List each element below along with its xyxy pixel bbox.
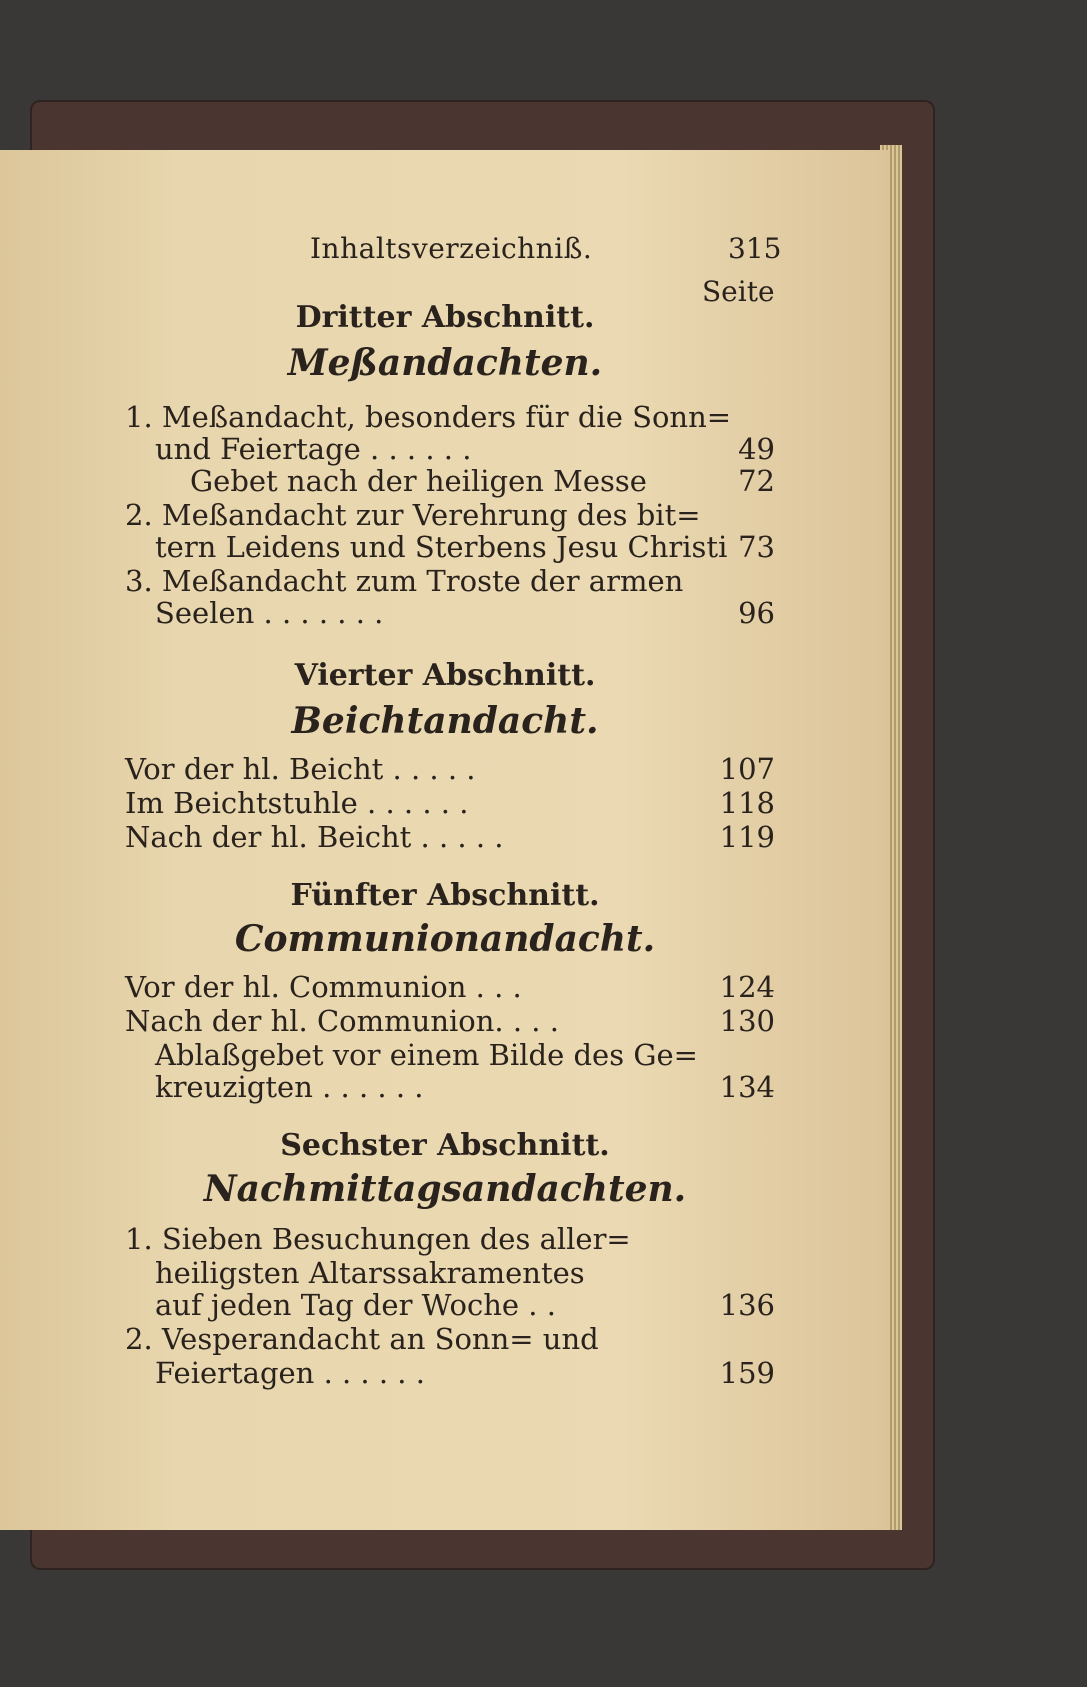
toc-entry [125,1356,775,1390]
toc-entry [125,1256,775,1290]
entry-text: Ablaßgebet vor einem Bilde des Ge= [155,1038,698,1072]
toc-entry [125,400,775,434]
toc-entry [125,1322,775,1356]
book-page [0,150,890,1530]
entry-text: und Feiertage . . . . . . [155,432,472,466]
section-subtitle: Communionandacht. [234,918,656,960]
entry-text: 1. Sieben Besuchungen des aller= [125,1222,631,1256]
entry-page: 136 [719,1288,775,1322]
entry-text: Feiertagen . . . . . . [155,1356,425,1390]
toc-entry [125,970,775,1004]
entry-text: 3. Meßandacht zum Troste der armen [125,564,684,598]
entry-page: 130 [719,1004,775,1038]
section-subtitle: Nachmittagsandachten. [203,1168,687,1210]
entry-text: 2. Vesperandacht an Sonn= und [125,1322,599,1356]
entry-page: 96 [738,596,775,630]
toc-entry [125,564,775,598]
section-title: Dritter Abschnitt. [295,300,595,335]
toc-entry [125,1222,775,1256]
toc-entry [125,1038,775,1072]
entry-page: 73 [738,530,775,564]
entry-page: 49 [738,432,775,466]
page-number: 315 [728,232,782,265]
entry-page: 107 [719,752,775,786]
entry-page: 118 [719,786,775,820]
toc-entry [125,752,775,786]
entry-text: Nach der hl. Communion. . . . [125,1004,559,1038]
toc-entry [125,786,775,820]
toc-entry [125,530,775,564]
entry-page: 124 [719,970,775,1004]
toc-entry [125,1070,775,1104]
entry-text: Gebet nach der heiligen Messe [190,464,647,498]
entry-text: tern Leidens und Sterbens Jesu Christi [155,530,728,564]
entry-text: 2. Meßandacht zur Verehrung des bit= [125,498,701,532]
entry-page: 134 [719,1070,775,1104]
entry-text: auf jeden Tag der Woche . . [155,1288,556,1322]
toc-entry [125,498,775,532]
entry-page: 119 [719,820,775,854]
entry-text: Seelen . . . . . . . [155,596,384,630]
entry-text: Vor der hl. Communion . . . [125,970,522,1004]
toc-entry [125,1004,775,1038]
entry-text: Nach der hl. Beicht . . . . . [125,820,504,854]
toc-entry [125,432,775,466]
toc-entry [125,1288,775,1322]
toc-entry [125,820,775,854]
entry-text: Im Beichtstuhle . . . . . . [125,786,469,820]
toc-entry [125,596,775,630]
header-title: Inhaltsverzeichniß. [310,232,593,265]
running-header [0,232,890,272]
page-column-label: Seite [702,275,775,308]
section-title: Fünfter Abschnitt. [290,878,600,913]
entry-text: kreuzigten . . . . . . [155,1070,424,1104]
entry-text: heiligsten Altarssakramentes [155,1256,585,1290]
section-title: Sechster Abschnitt. [280,1128,610,1163]
entry-text: Vor der hl. Beicht . . . . . [125,752,476,786]
toc-entry [125,464,775,498]
section-title: Vierter Abschnitt. [294,658,596,693]
entry-page: 72 [738,464,775,498]
entry-text: 1. Meßandacht, besonders für die Sonn= [125,400,732,434]
entry-page: 159 [719,1356,775,1390]
section-subtitle: Meßandachten. [287,342,603,384]
section-subtitle: Beichtandacht. [291,700,599,742]
